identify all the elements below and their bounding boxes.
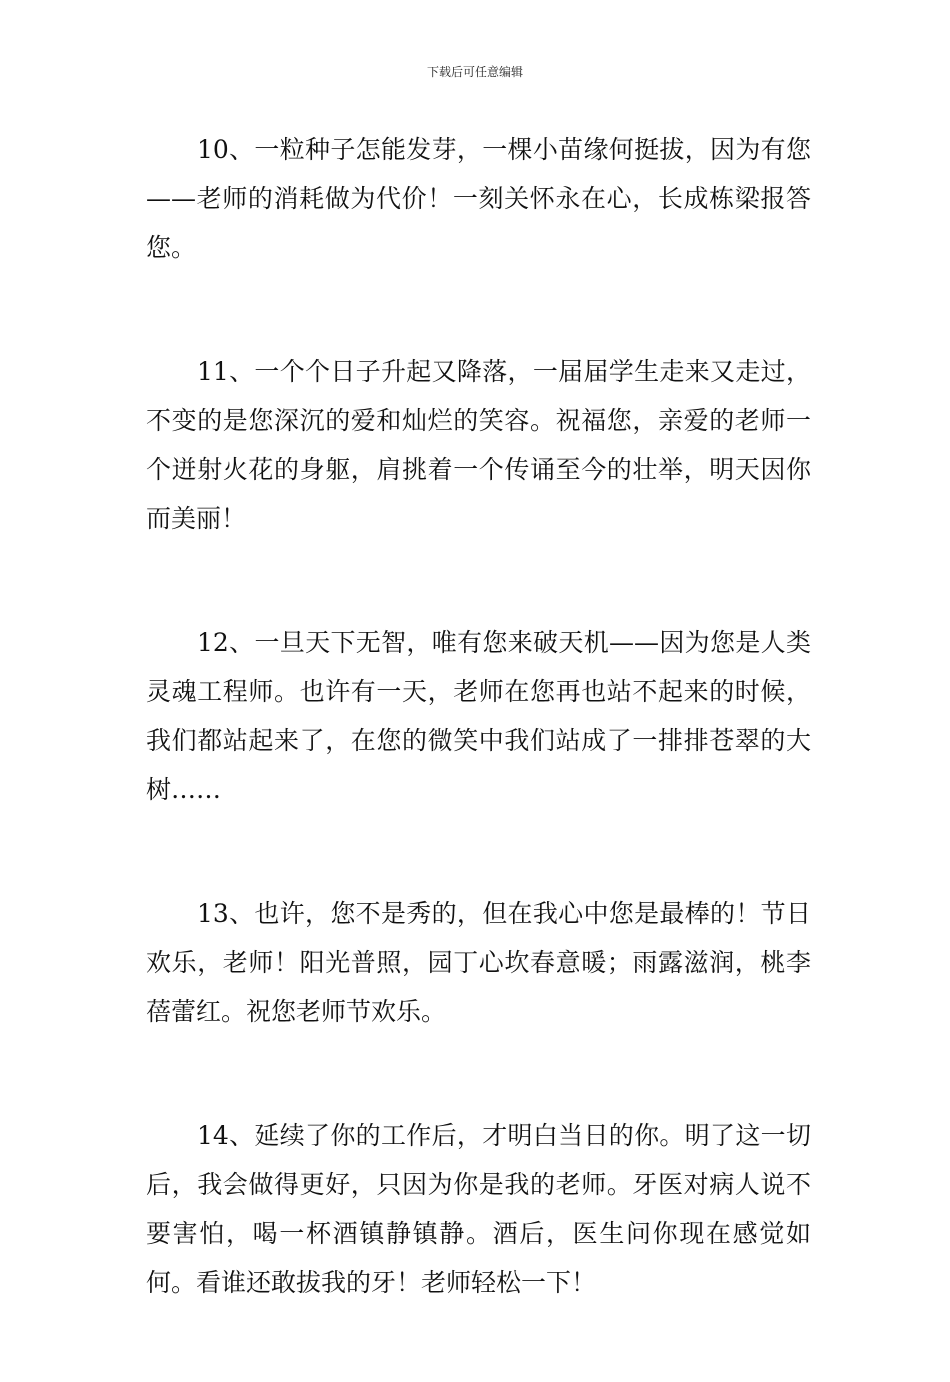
page-header: 下载后可任意编辑 (426, 65, 523, 79)
paragraph-11: 11、一个个日子升起又降落，一届届学生走来又走过，不变的是您深沉的爱和灿烂的笑容。祝福您，亲爱的老师一个迸射火花的身躯，肩挑着一个传诵至今的壮举，明天因你而美丽！ (146, 357, 811, 533)
paragraph-14: 14、延续了你的工作后，才明白当日的你。明了这一切后，我会做得更好，只因为你是我的老师。牙医对病人说不要害怕，喝一杯酒镇静镇静。酒后，医生问你现在感觉如何。看谁还敢拔我的牙！老师轻松一下！ (146, 1121, 811, 1297)
paragraph-13: 13、也许，您不是秀的，但在我心中您是最棒的！节日欢乐，老师！阳光普照，园丁心坎春意暖；雨露滋润，桃李蓓蕾红。祝您老师节欢乐。 (146, 899, 811, 1026)
paragraph-10: 10、一粒种子怎能发芽，一棵小苗缘何挺拔，因为有您——老师的消耗做为代价！一刻关怀永在心，长成栋梁报答您。 (146, 135, 811, 262)
document-body (146, 125, 811, 1382)
paragraph-12: 12、一旦天下无智，唯有您来破天机——因为您是人类灵魂工程师。也许有一天，老师在您再也站不起来的时候，我们都站起来了，在您的微笑中我们站成了一排排苍翠的大树…… (146, 628, 811, 804)
